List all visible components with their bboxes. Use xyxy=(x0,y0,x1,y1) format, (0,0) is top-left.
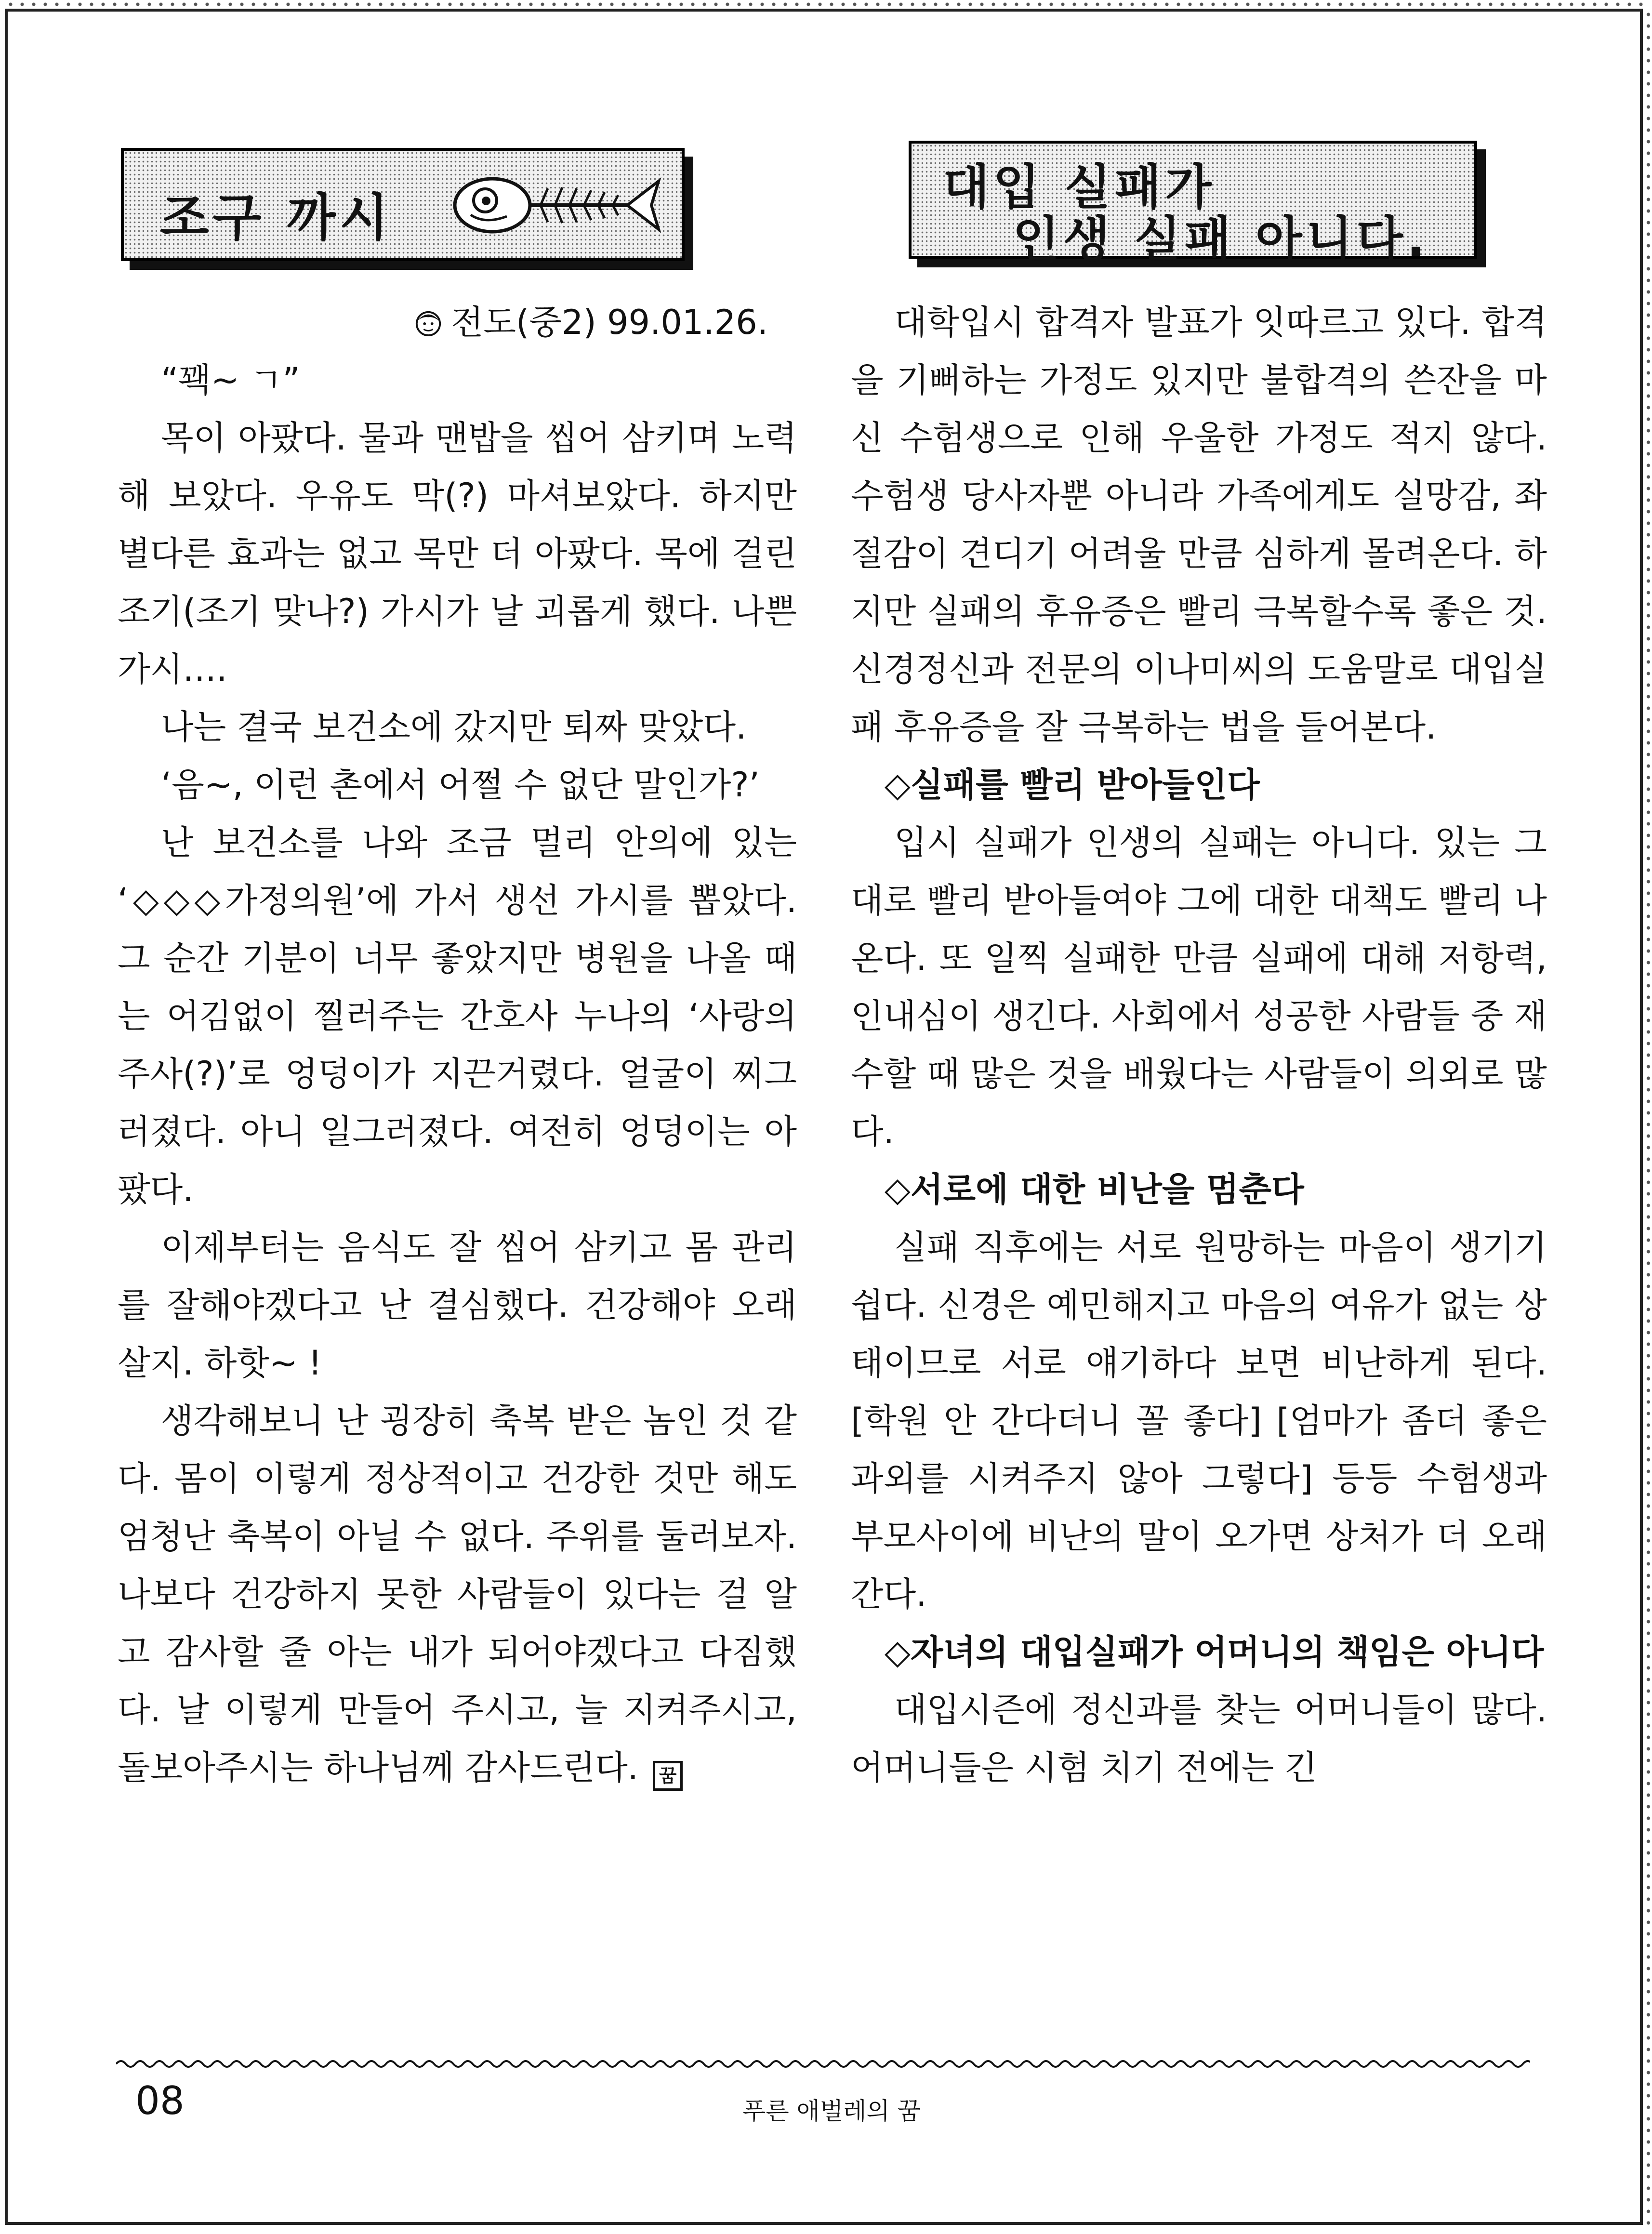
left-paragraph-7-text: 생각해보니 난 굉장히 축복 받은 놈인 것 같다. 몸이 이렇게 정상적이고 건강한 것만 해도 엄청난 축복이 아닐 수 없다. 주위를 둘러보자. 나보다 건강하지 못한 사람들이 있다는 걸 알고 감사할 줄 아는 내가 되어야겠다고 다짐했다. 날 이렇게 만들어 주시고, 늘 지켜주시고, 돌보아주시는 하나님께 감사드린다. xyxy=(118,1401,797,1787)
left-article-title-box xyxy=(121,148,685,261)
left-article-title: 조구 까시 xyxy=(160,188,393,247)
publication-title: 푸른 애벌레의 꿈 xyxy=(742,2097,921,2125)
left-paragraph-2: 목이 아팠다. 물과 맨밥을 씹어 삼키며 노력해 보았다. 우유도 막(?) 마셔보았다. 하지만 별다른 효과는 없고 목만 더 아팠다. 목에 걸린 조기(조기 맞나?) 가시가 날 괴롭게 했다. 나쁜 가시…. xyxy=(118,418,797,689)
left-paragraph-3: 나는 결국 보건소에 갔지만 퇴짜 맞았다. xyxy=(161,707,747,747)
page-right-dotted-edge xyxy=(1645,9,1652,2225)
section-heading-1: ◇실패를 빨리 받아들인다 xyxy=(885,765,1260,805)
footer-wavy-rule xyxy=(116,2054,1530,2074)
end-mark-icon: 꿈 xyxy=(653,1761,683,1791)
left-article-column xyxy=(118,293,797,1797)
right-article-column xyxy=(851,293,1547,1797)
left-paragraph-5: 난 보건소를 나와 조금 멀리 안의에 있는 ‘◇◇◇가정의원’에 가서 생선 가시를 뽑았다. 그 순간 기분이 너무 좋았지만 병원을 나올 때는 어김없이 찔러주는 간호사 누나의 ‘사랑의 주사(?)’로 엉덩이가 지끈거렸다. 얼굴이 찌그러졌다. 아니 일그러졌다. 여전히 엉덩이는 아팠다. xyxy=(118,823,797,1209)
section-heading-2: ◇서로에 대한 비난을 멈춘다 xyxy=(885,1170,1304,1209)
right-article-title-line1: 대입 실패가 xyxy=(943,159,1216,215)
fish-skeleton-icon xyxy=(451,169,668,241)
right-intro-paragraph: 대학입시 합격자 발표가 잇따르고 있다. 합격을 기뻐하는 가정도 있지만 불합격의 쓴잔을 마신 수험생으로 인해 우울한 가정도 적지 않다. 수험생 당사자뿐 아니라 가족에게도 실망감, 좌절감이 견디기 어려울 만큼 심하게 몰려온다. 하지만 실패의 후유증은 빨리 극복할수록 좋은 것. 신경정신과 전문의 이나미씨의 도움말로 대입실패 후유증을 잘 극복하는 법을 들어본다. xyxy=(851,303,1547,747)
page-frame xyxy=(5,9,1643,2225)
section-heading-3: ◇자녀의 대입실패가 어머니의 책임은 아니다 xyxy=(885,1632,1544,1672)
right-article-title-line2: 인생 실패 아니다. xyxy=(1013,211,1429,267)
byline xyxy=(118,293,797,351)
page-top-dotted-edge xyxy=(5,0,1643,9)
right-article-title-box xyxy=(909,141,1477,267)
section-body-1: 입시 실패가 인생의 실패는 아니다. 있는 그대로 빨리 받아들여야 그에 대한 대책도 빨리 나온다. 또 일찍 실패한 만큼 실패에 대해 저항력, 인내심이 생긴다. 사회에서 성공한 사람들 중 재수할 때 많은 것을 배웠다는 사람들이 의외로 많다. xyxy=(851,823,1547,1151)
left-paragraph-7 xyxy=(118,1392,797,1797)
section-body-2: 실패 직후에는 서로 원망하는 마음이 생기기 쉽다. 신경은 예민해지고 마음의 여유가 없는 상태이므로 서로 얘기하다 보면 비난하게 된다. [학원 안 간다더니 꼴 좋다] [엄마가 좀더 좋은 과외를 시켜주지 않아 그렇다] 등등 수험생과 부모사이에 비난의 말이 오가면 상처가 더 오래간다. xyxy=(851,1228,1547,1614)
byline-text: 전도(중2) 99.01.26. xyxy=(450,303,768,342)
section-body-3: 대입시즌에 정신과를 찾는 어머니들이 많다. 어머니들은 시험 치기 전에는 긴 xyxy=(851,1690,1547,1787)
author-face-icon xyxy=(414,309,442,337)
left-paragraph-6: 이제부터는 음식도 잘 씹어 삼키고 몸 관리를 잘해야겠다고 난 결심했다. 건강해야 오래 살지. 하핫~ ! xyxy=(118,1228,797,1383)
page-number: 08 xyxy=(135,2078,185,2123)
left-paragraph-1: “꽥~ ㄱ” xyxy=(161,360,300,400)
left-paragraph-4: ‘음~, 이런 촌에서 어쩔 수 없단 말인가?’ xyxy=(161,765,760,805)
